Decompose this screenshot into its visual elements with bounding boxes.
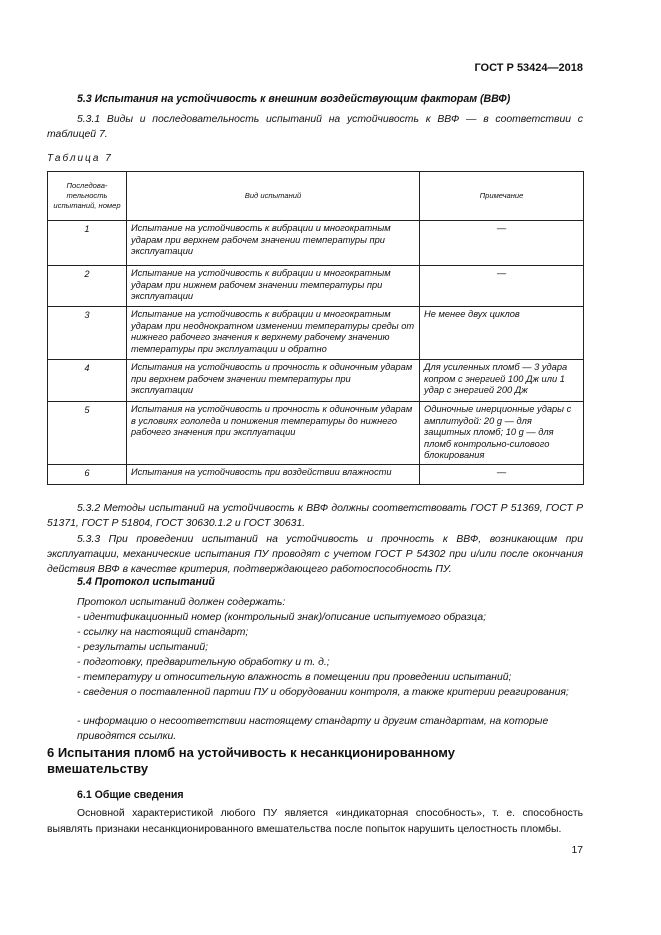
- paragraph-6-1-text: Основной характеристикой любого ПУ является «индикаторная способность», т. е. способность выявлять признаки несанкционированного вмешательства после попыток нарушить целостность пломбы.: [47, 808, 583, 835]
- row-number: 1: [48, 221, 127, 266]
- table-row: [48, 402, 584, 465]
- protocol-item: [77, 686, 583, 701]
- row-number: 2: [48, 266, 127, 307]
- table-caption: Таблица 7: [47, 153, 113, 164]
- row-note: Одиночные инерционные удары с амплитудой: 20 g — для защитных пломб; 10 g — для пломб контрольно-силового блокирования: [420, 402, 584, 465]
- table-7: [47, 171, 584, 485]
- table-row: [48, 221, 584, 266]
- protocol-item: - ссылку на настоящий стандарт;: [77, 627, 249, 638]
- section-6-1-title: 6.1 Общие сведения: [77, 789, 184, 801]
- document-code: ГОСТ Р 53424—2018: [474, 62, 583, 74]
- row-number: 5: [48, 402, 127, 465]
- table-row: [48, 266, 584, 307]
- protocol-item: - информацию о несоответствии настоящему стандарту и другим стандартам, на которые приводятся ссылки.: [77, 716, 549, 742]
- row-number: 4: [48, 360, 127, 402]
- row-test-type: Испытание на устойчивость к вибрации и многократным ударам при неоднократном изменении температуры среды от нижнего рабочего значения к верхнему рабочему значению температуры при эксплуатации и обратно: [127, 307, 420, 360]
- paragraph-6-1: [47, 806, 583, 837]
- page-number: 17: [571, 845, 583, 856]
- section-5-4-title: 5.4 Протокол испытаний: [77, 576, 215, 588]
- row-note: —: [420, 266, 584, 307]
- paragraph-5-3-3: [47, 532, 583, 577]
- table-row: [48, 464, 584, 484]
- protocol-item: - температуру и относительную влажность в помещении при проведении испытаний;: [77, 672, 512, 683]
- row-note: Для усиленных пломб — 3 удара копром с энергией 100 Дж или 1 удар с энергией 200 Дж: [420, 360, 584, 402]
- column-header-note: Примечание: [420, 172, 584, 221]
- paragraph-5-3-1-text: 5.3.1 Виды и последовательность испытаний на устойчивость к ВВФ — в соответствии с таблицей 7.: [47, 114, 583, 140]
- row-test-type: Испытания на устойчивость и прочность к одиночным ударам при верхнем рабочем значении температуры при эксплуатации: [127, 360, 420, 402]
- column-header-test-type: Вид испытаний: [127, 172, 420, 221]
- column-header-sequence: Последова-тельность испытаний, номер: [48, 172, 127, 221]
- paragraph-5-3-3-text: 5.3.3 При проведении испытаний на устойчивость и прочность к ВВФ, возникающим при эксплуатации, механические испытания ПУ проводят с учетом ГОСТ Р 54302 при и/или после окончания действия ВВФ в качестве критерия, подтверждающего работоспособность ПУ.: [47, 534, 583, 575]
- row-test-type: Испытания на устойчивость при воздействии влажности: [127, 464, 420, 484]
- row-note: Не менее двух циклов: [420, 307, 584, 360]
- row-number: 3: [48, 307, 127, 360]
- protocol-item: - подготовку, предварительную обработку и т. д.;: [77, 657, 330, 668]
- protocol-intro: Протокол испытаний должен содержать:: [77, 597, 286, 608]
- protocol-item: - идентификационный номер (контрольный знак)/описание испытуемого образца;: [77, 612, 487, 623]
- row-test-type: Испытание на устойчивость к вибрации и многократным ударам при нижнем рабочем значении температуры при эксплуатации: [127, 266, 420, 307]
- protocol-item: - результаты испытаний;: [77, 642, 208, 653]
- row-number: 6: [48, 464, 127, 484]
- section-5-3-title: 5.3 Испытания на устойчивость к внешним воздействующим факторам (ВВФ): [77, 93, 511, 105]
- row-test-type: Испытание на устойчивость к вибрации и многократным ударам при верхнем рабочем значении температуры при эксплуатации: [127, 221, 420, 266]
- paragraph-5-3-2: [47, 501, 583, 531]
- paragraph-5-3-1: [47, 112, 583, 142]
- table-row: [48, 307, 584, 360]
- section-6-title: 6 Испытания пломб на устойчивость к несанкционированному вмешательству: [47, 745, 455, 776]
- table-row: [48, 360, 584, 402]
- protocol-item-text: - сведения о поставленной партии ПУ и оборудовании контроля, а также критерии реагирования;: [77, 687, 569, 698]
- row-note: —: [420, 464, 584, 484]
- paragraph-5-3-2-text: 5.3.2 Методы испытаний на устойчивость к ВВФ должны соответствовать ГОСТ Р 51369, ГОСТ Р 51371, ГОСТ Р 51804, ГОСТ 30630.1.2 и ГОСТ 30631.: [47, 503, 583, 529]
- row-note: —: [420, 221, 584, 266]
- row-test-type: Испытания на устойчивость и прочность к одиночным ударам в условиях гололеда и понижения температуры до нижнего рабочего значения при эксплуатации: [127, 402, 420, 465]
